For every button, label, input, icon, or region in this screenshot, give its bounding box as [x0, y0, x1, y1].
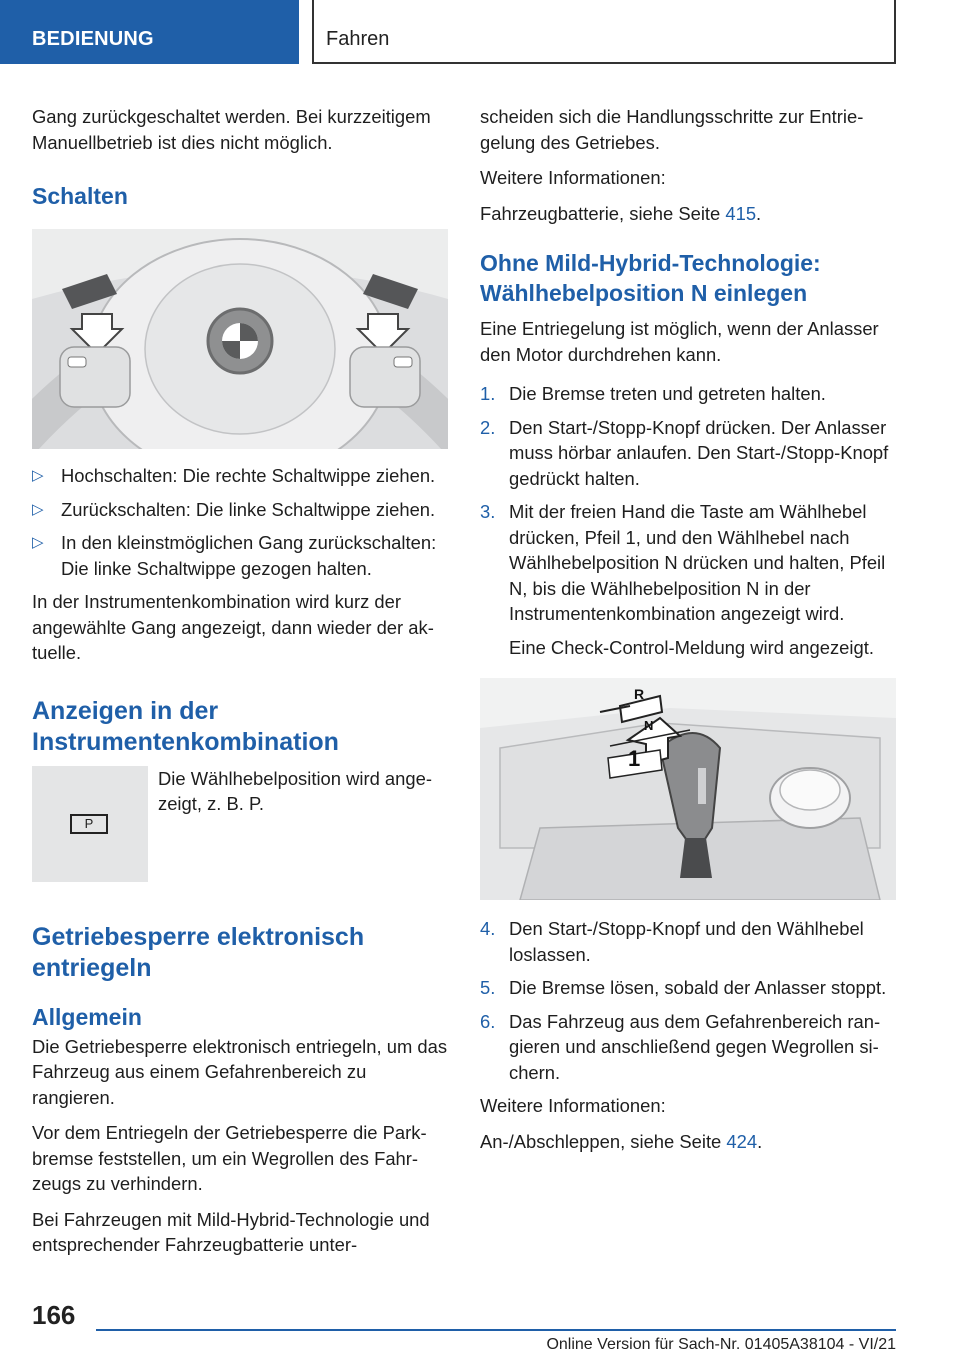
getriebe-heading: Getriebesperre elektronisch entriegeln: [32, 922, 365, 982]
reference-fahrzeugbatterie: Fahrzeugbatterie, siehe Seite 415.: [480, 202, 762, 224]
steering-wheel-illustration: [32, 229, 448, 449]
chapter-tab: Fahren: [312, 0, 896, 64]
display-block: [32, 766, 448, 894]
steps-list-b: [480, 916, 896, 1085]
page-link-424[interactable]: 424: [726, 1130, 758, 1152]
intro-paragraph: Gang zurückgeschaltet werden. Bei kurzzeitigem Manuellbetrieb ist dies nicht möglich.: [32, 106, 431, 153]
ohne-mild-hybrid-heading: Ohne Mild-Hybrid-Technologie: Wählhebelposition N einlegen: [480, 250, 821, 306]
figure-label-1: 1: [628, 746, 641, 771]
steering-wheel-figure: [32, 229, 448, 449]
triangle-bullet-icon: ▷: [32, 534, 44, 551]
allgemein-paragraph-3: Bei Fahrzeugen mit Mild-Hybrid-Technologie und entsprechender Fahrzeugbatterie unter-: [32, 1208, 430, 1255]
steps-list-a: [480, 381, 896, 627]
list-item: 5. Die Bremse lösen, sobald der Anlasser stoppt.: [480, 977, 887, 998]
schalten-heading: Schalten: [32, 183, 128, 209]
section-tab: BEDIENUNG: [0, 0, 299, 64]
page-link-415[interactable]: 415: [725, 202, 757, 224]
list-item: 3. Mit der freien Hand die Taste am Wählhebel drücken, Pfeil 1, und den Wählhebel nach Wählhebelposition N drücken und halten, Pfeil N, bis die Wählhebelposition N in der Instrumentenkombination angezeigt wird.: [480, 501, 886, 624]
allgemein-heading: Allgemein: [32, 1003, 142, 1030]
list-item: ▷ In den kleinstmöglichen Gang zurückschalten: Die linke Schaltwippe gezogen halten.: [32, 532, 437, 579]
more-info-label-2: Weitere Informationen:: [480, 1095, 666, 1116]
footer-version: Online Version für Sach-Nr. 01405A38104 - VI/21: [546, 1336, 896, 1353]
continuation-paragraph: scheiden sich die Handlungsschritte zur Entriegelung des Getriebes.: [480, 106, 864, 153]
page-number: 166: [32, 1300, 76, 1330]
instrument-display-figure: [32, 766, 148, 882]
figure-label-n: N: [644, 718, 654, 733]
list-item: 1. Die Bremse treten und getreten halten.: [480, 383, 826, 404]
anzeigen-heading: Anzeigen in der Instrumentenkombination: [32, 696, 339, 756]
gear-selector-figure: [480, 678, 896, 900]
step-3-note: Eine Check-Control-Meldung wird angezeigt.: [509, 636, 874, 658]
instrument-paragraph: In der Instrumentenkombination wird kurz der angewählte Gang angezeigt, dann wieder der aktuelle.: [32, 591, 434, 663]
ohne-intro-paragraph: Eine Entriegelung ist möglich, wenn der Anlasser den Motor durchdrehen kann.: [480, 318, 879, 365]
list-item: ▷ Zurückschalten: Die linke Schaltwippe ziehen.: [32, 497, 448, 523]
allgemein-paragraph-1: Die Getriebesperre elektronisch entriegeln, um das Fahrzeug aus einem Gefahrenbereich zu rangieren.: [32, 1035, 448, 1108]
triangle-bullet-icon: ▷: [32, 467, 44, 484]
footer-divider: [96, 1329, 896, 1331]
list-item: 6. Das Fahrzeug aus dem Gefahrenbereich rangieren und anschließend gegen Wegrollen sichern.: [480, 1010, 881, 1083]
list-item: 2. Den Start-/Stopp-Knopf drücken. Der Anlasser muss hörbar anlaufen. Den Start-/Stopp-Knopf gedrückt halten.: [480, 416, 889, 489]
gear-selector-illustration: [480, 678, 896, 900]
allgemein-paragraph-2: Vor dem Entriegeln der Getriebesperre die Parkbremse feststellen, um ein Wegrollen des Fahrzeugs zu verhindern.: [32, 1122, 427, 1194]
right-column: [480, 104, 896, 1164]
more-info-label: Weitere Informationen:: [480, 167, 666, 188]
list-item: ▷ Hochschalten: Die rechte Schaltwippe ziehen.: [32, 463, 448, 489]
gear-indicator-icon: P: [70, 814, 108, 834]
reference-abschleppen: An-/Abschleppen, siehe Seite 424.: [480, 1130, 763, 1152]
shift-bullet-list: [32, 463, 448, 581]
figure-label-r: R: [634, 686, 645, 702]
anzeigen-paragraph: Die Wählhebelposition wird angezeigt, z. B. P.: [158, 767, 432, 814]
left-column: [32, 104, 448, 1268]
triangle-bullet-icon: ▷: [32, 500, 44, 518]
list-item: 4. Den Start-/Stopp-Knopf und den Wählhebel loslassen.: [480, 918, 864, 965]
